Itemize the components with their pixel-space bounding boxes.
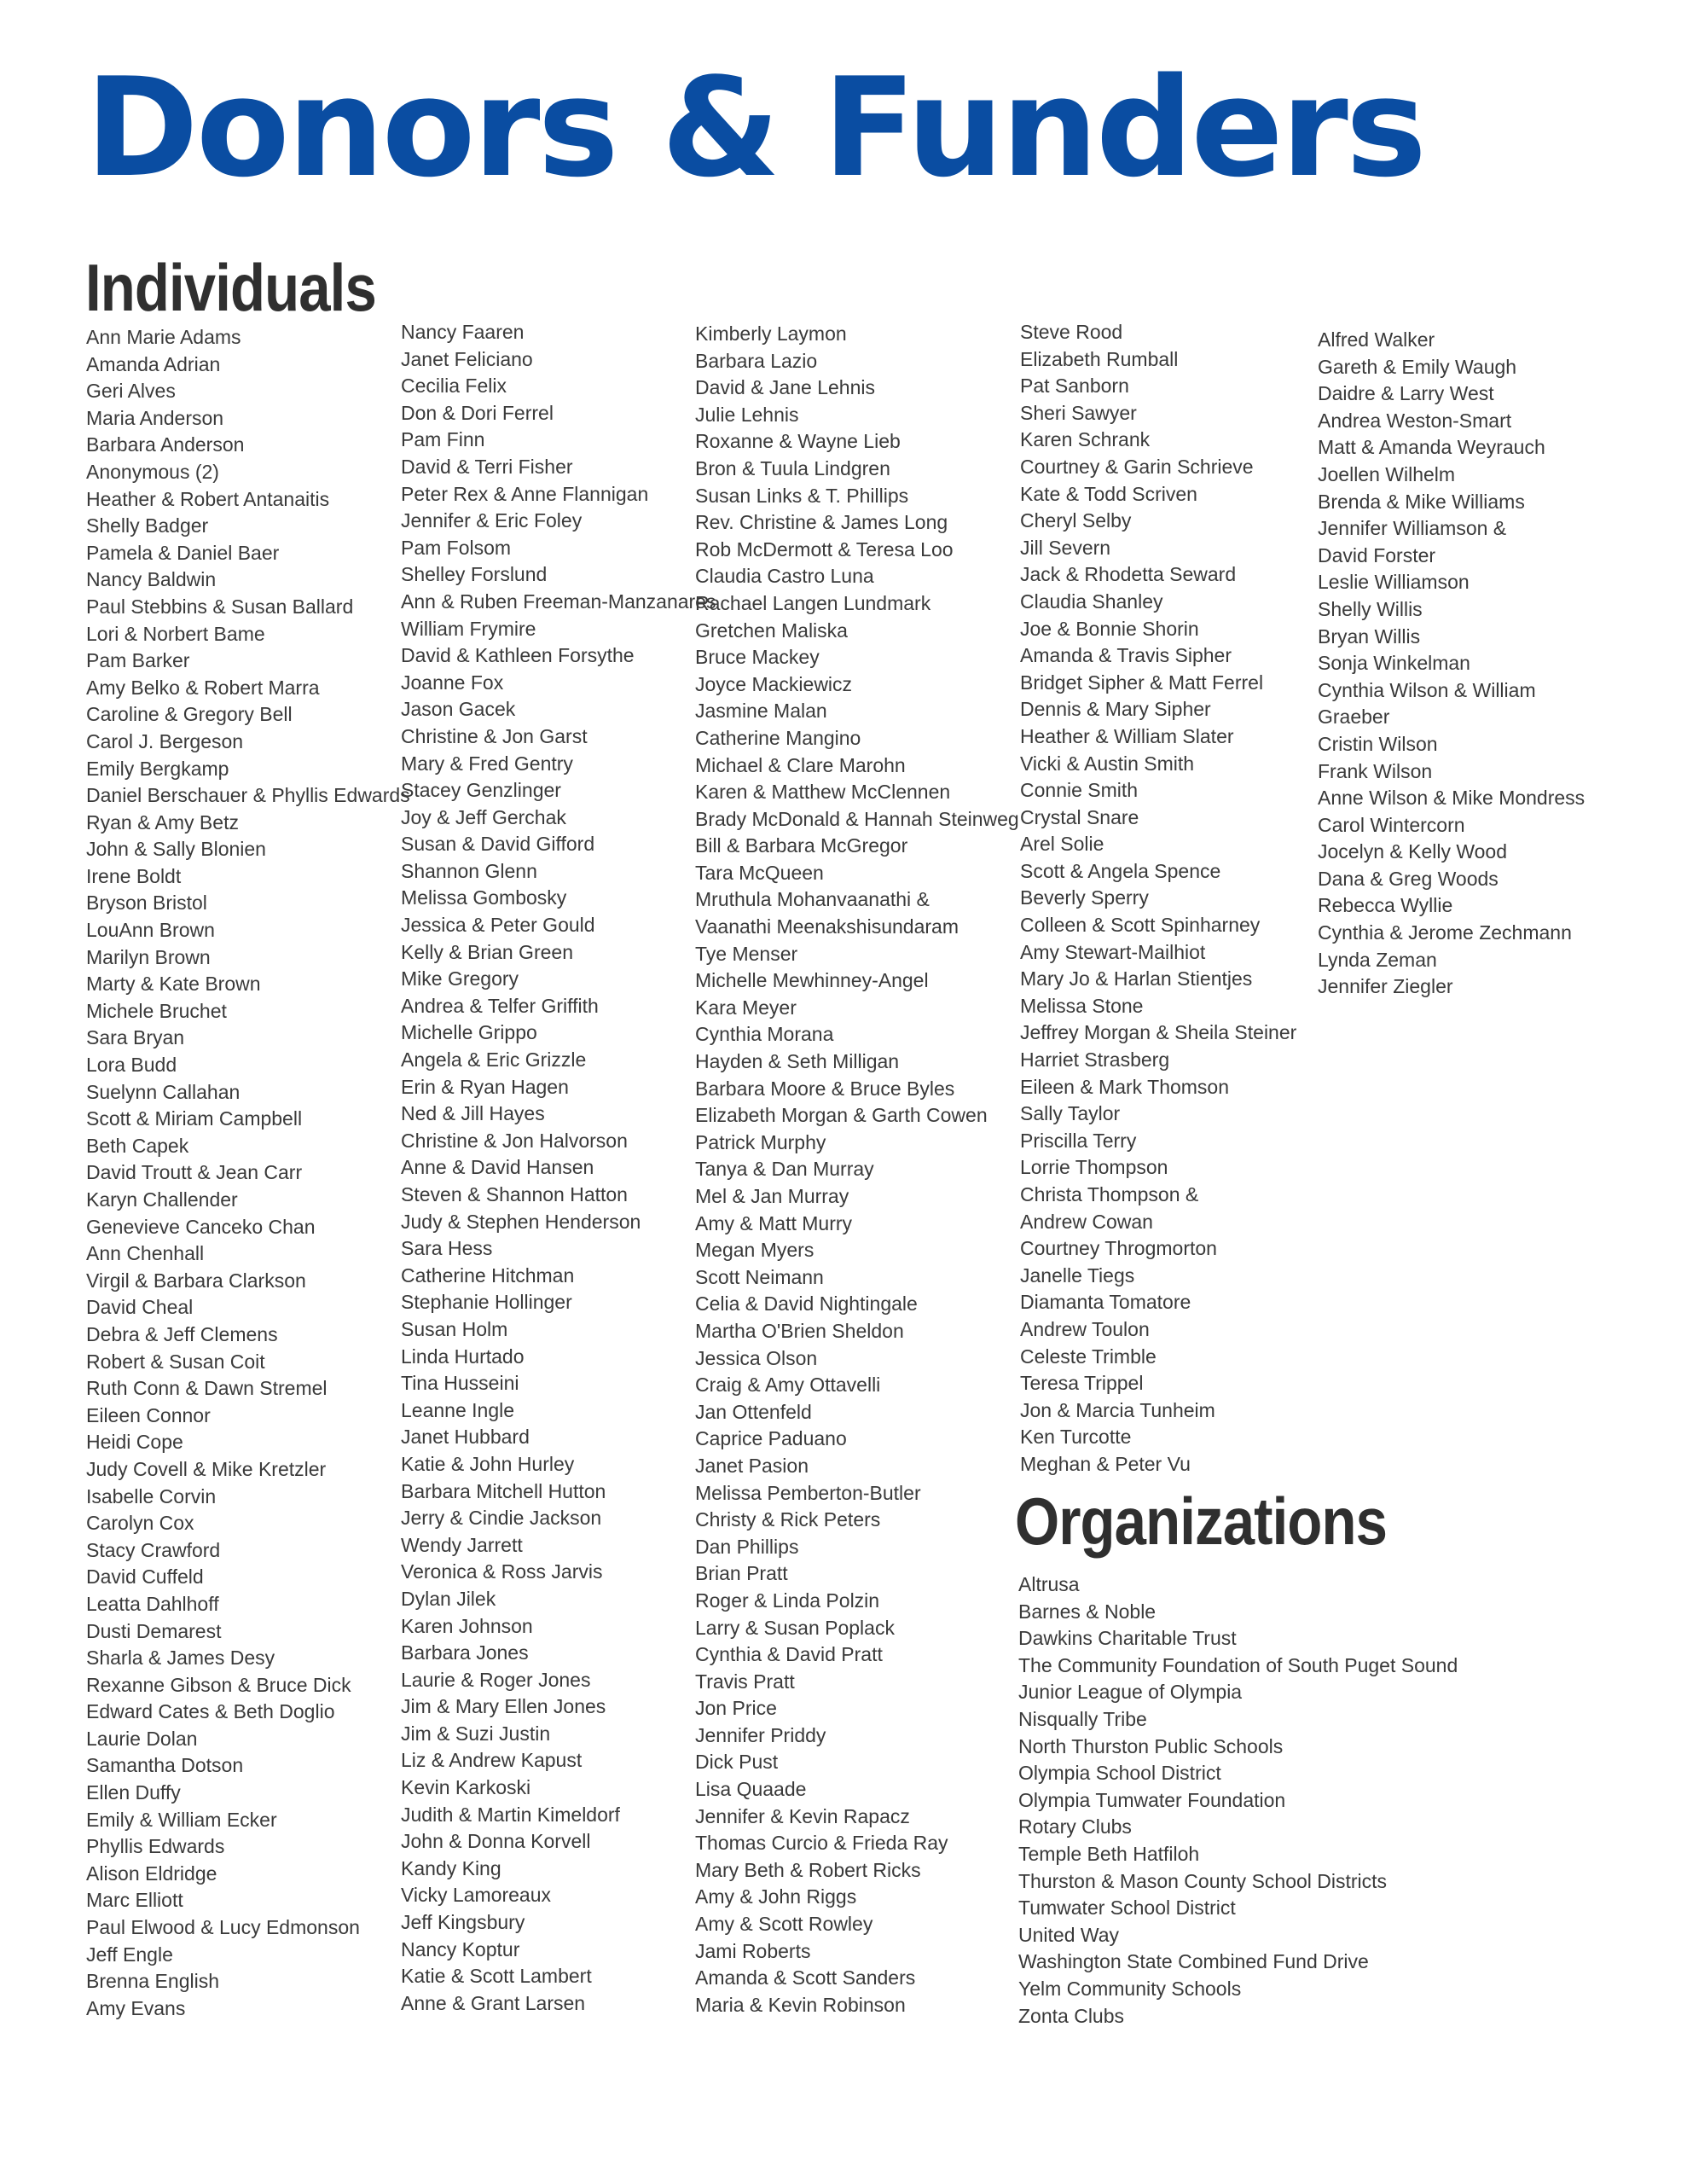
donor-name: Kevin Karkoski <box>401 1776 531 1799</box>
donor-name: Barbara Moore & Bruce Byles <box>695 1077 955 1100</box>
donor-name: Judy Covell & Mike Kretzler <box>86 1457 327 1480</box>
donor-name: Anonymous (2) <box>86 460 219 483</box>
donor-name: Christine & Jon Garst <box>401 724 588 747</box>
donor-name: Amanda & Travis Sipher <box>1020 644 1232 667</box>
donor-name: Nancy Baldwin <box>86 568 217 591</box>
donor-name: Courtney Throgmorton <box>1020 1237 1217 1260</box>
individuals-column-4 <box>1020 319 1296 1478</box>
donor-name: Stephanie Hollinger <box>401 1291 572 1314</box>
donor-name: Karen & Matthew McClennen <box>695 781 951 804</box>
donor-name: Claudia Shanley <box>1020 590 1163 613</box>
donor-name: Kandy King <box>401 1856 501 1879</box>
donor-name: David & Terri Fisher <box>401 455 573 478</box>
donor-name: Colleen & Scott Spinharney <box>1020 914 1261 937</box>
donor-name: Liz & Andrew Kapust <box>401 1749 583 1772</box>
donor-name: Katie & Scott Lambert <box>401 1965 592 1988</box>
donor-name: Jennifer Williamson & <box>1318 517 1507 540</box>
donor-name: Claudia Castro Luna <box>695 565 874 588</box>
donor-name: Heather & William Slater <box>1020 724 1234 747</box>
donor-name: Pat Sanborn <box>1020 375 1129 398</box>
donor-name: Jim & Mary Ellen Jones <box>401 1695 606 1718</box>
donor-name: Celia & David Nightingale <box>695 1292 918 1316</box>
donor-name: Jennifer Priddy <box>695 1723 826 1746</box>
donor-name: David & Jane Lehnis <box>695 376 875 399</box>
donor-name: Daniel Berschauer & Phyllis Edwards <box>86 784 410 807</box>
donor-name: Dana & Greg Woods <box>1318 867 1499 890</box>
donor-name: John & Sally Blonien <box>86 838 266 861</box>
donor-name: Edward Cates & Beth Doglio <box>86 1700 335 1723</box>
donor-name: Cynthia Wilson & William <box>1318 678 1536 701</box>
donor-name: Brian Pratt <box>695 1562 788 1585</box>
donor-name: Stacey Genzlinger <box>401 779 561 802</box>
donor-name: Heidi Cope <box>86 1431 183 1454</box>
donor-name: Wendy Jarrett <box>401 1533 523 1556</box>
donor-name: Lorrie Thompson <box>1020 1156 1168 1179</box>
donor-name: Pam Folsom <box>401 536 512 559</box>
donor-name: Vaanathi Meenakshisundaram <box>695 915 959 938</box>
organization-name: Zonta Clubs <box>1018 2004 1125 2027</box>
donor-name: Leslie Williamson <box>1318 571 1470 594</box>
donor-name: Kelly & Brian Green <box>401 940 573 963</box>
donor-name: Sheri Sawyer <box>1020 401 1137 424</box>
donor-name: Roxanne & Wayne Lieb <box>695 430 901 453</box>
donor-name: Jack & Rhodetta Seward <box>1020 563 1237 586</box>
donor-name: Cristin Wilson <box>1318 732 1438 755</box>
donor-name: Erin & Ryan Hagen <box>401 1075 569 1098</box>
donor-name: Karen Schrank <box>1020 428 1151 451</box>
donor-name: Rexanne Gibson & Bruce Dick <box>86 1673 351 1696</box>
donor-name: Celeste Trimble <box>1020 1345 1157 1368</box>
donor-name: Janet Pasion <box>695 1454 809 1477</box>
donor-name: Matt & Amanda Weyrauch <box>1318 436 1545 459</box>
donor-name: Jan Ottenfeld <box>695 1400 812 1423</box>
donor-name: Laurie & Roger Jones <box>401 1668 591 1691</box>
donor-name: Susan & David Gifford <box>401 833 595 856</box>
donor-name: Jeff Kingsbury <box>401 1911 525 1934</box>
donor-name: William Frymire <box>401 617 536 640</box>
donor-name: Mike Gregory <box>401 967 519 990</box>
donor-name: Paul Stebbins & Susan Ballard <box>86 595 354 618</box>
donor-name: Christine & Jon Halvorson <box>401 1129 628 1152</box>
donor-name: Amy Stewart-Mailhiot <box>1020 940 1206 963</box>
donor-name: Michelle Mewhinney-Angel <box>695 969 929 992</box>
donor-name: Jon & Marcia Tunheim <box>1020 1398 1215 1421</box>
organization-name: Olympia Tumwater Foundation <box>1018 1788 1286 1811</box>
donor-name: Karyn Challender <box>86 1188 238 1211</box>
donor-name: Andrew Cowan <box>1020 1210 1153 1233</box>
donor-name: Steven & Shannon Hatton <box>401 1183 628 1205</box>
donor-name: Jennifer Ziegler <box>1318 975 1453 998</box>
donor-name: Ann & Ruben Freeman-Manzanares <box>401 590 716 613</box>
donor-name: Susan Links & T. Phillips <box>695 484 909 507</box>
donor-name: Bill & Barbara McGregor <box>695 834 908 857</box>
organizations-heading: Organizations <box>1015 1484 1388 1559</box>
donor-name: Debra & Jeff Clemens <box>86 1322 278 1345</box>
donor-name: Amy & John Riggs <box>695 1885 857 1908</box>
donor-name: Amy & Matt Murry <box>695 1211 853 1234</box>
organization-name: Olympia School District <box>1018 1762 1221 1785</box>
donor-name: Kimberly Laymon <box>695 322 847 345</box>
donor-name: Caroline & Gregory Bell <box>86 703 293 726</box>
donor-name: Vicki & Austin Smith <box>1020 752 1195 775</box>
donor-name: Courtney & Garin Schrieve <box>1020 455 1254 478</box>
donor-name: Janet Hubbard <box>401 1426 530 1449</box>
donor-name: Dennis & Mary Sipher <box>1020 698 1211 721</box>
donor-name: Emily Bergkamp <box>86 757 229 780</box>
donor-name: Bruce Mackey <box>695 646 820 669</box>
donor-name: Carol Wintercorn <box>1318 813 1465 836</box>
donor-name: Steve Rood <box>1020 321 1123 343</box>
donor-name: Barbara Jones <box>401 1641 529 1664</box>
donor-name: Carolyn Cox <box>86 1512 194 1535</box>
donor-name: Hayden & Seth Milligan <box>695 1050 900 1073</box>
donor-name: Jocelyn & Kelly Wood <box>1318 840 1508 863</box>
donor-name: Nancy Faaren <box>401 321 525 343</box>
donor-name: Melissa Gombosky <box>401 886 567 909</box>
donor-name: Leatta Dahlhoff <box>86 1592 219 1615</box>
donor-name: Don & Dori Ferrel <box>401 401 554 424</box>
donor-name: Marc Elliott <box>86 1889 183 1912</box>
donor-name: Joellen Wilhelm <box>1318 462 1456 485</box>
donor-name: Jasmine Malan <box>695 700 827 723</box>
donor-name: Martha O'Brien Sheldon <box>695 1319 904 1342</box>
organization-name: Rotary Clubs <box>1018 1815 1132 1838</box>
donor-name: Sara Hess <box>401 1237 493 1260</box>
donor-name: Rob McDermott & Teresa Loo <box>695 537 954 561</box>
donor-name: Bryan Willis <box>1318 624 1421 648</box>
donor-name: Ken Turcotte <box>1020 1426 1132 1449</box>
donor-name: Cynthia Morana <box>695 1023 834 1046</box>
donor-name: Megan Myers <box>695 1239 815 1262</box>
donor-name: Tye Menser <box>695 942 798 965</box>
donor-name: Shelly Badger <box>86 514 209 537</box>
individuals-column-1 <box>86 324 410 2022</box>
organization-name: Thurston & Mason County School Districts <box>1018 1869 1388 1892</box>
donor-name: Barbara Lazio <box>695 349 818 372</box>
donor-name: Graeber <box>1318 706 1390 729</box>
donor-name: Shelley Forslund <box>401 563 548 586</box>
donor-name: Thomas Curcio & Frieda Ray <box>695 1832 948 1855</box>
donor-name: Amy Evans <box>86 1996 186 2019</box>
donor-name: Genevieve Canceko Chan <box>86 1215 316 1238</box>
donor-name: Jon Price <box>695 1697 777 1720</box>
organization-name: Barnes & Noble <box>1018 1600 1157 1623</box>
donor-name: Michele Bruchet <box>86 999 227 1022</box>
donor-name: Christy & Rick Peters <box>695 1508 881 1531</box>
organization-name: Washington State Combined Fund Drive <box>1018 1950 1369 1973</box>
donor-name: Kara Meyer <box>695 996 797 1019</box>
donor-name: Pam Barker <box>86 649 190 672</box>
donor-name: Frank Wilson <box>1318 759 1433 782</box>
donor-name: Janet Feliciano <box>401 347 533 370</box>
donor-name: Vicky Lamoreaux <box>401 1884 551 1907</box>
donor-name: Alison Eldridge <box>86 1862 217 1885</box>
donor-name: Diamanta Tomatore <box>1020 1291 1191 1314</box>
donor-name: David Cheal <box>86 1296 194 1319</box>
donor-name: Harriet Strasberg <box>1020 1048 1170 1072</box>
organization-name: United Way <box>1018 1923 1120 1946</box>
donor-name: Sara Bryan <box>86 1026 185 1049</box>
donor-name: Cynthia & David Pratt <box>695 1643 883 1666</box>
donor-name: Barbara Mitchell Hutton <box>401 1479 606 1502</box>
donor-name: Ryan & Amy Betz <box>86 810 239 834</box>
donor-name: Priscilla Terry <box>1020 1129 1137 1152</box>
donor-name: Mruthula Mohanvaanathi & <box>695 888 930 911</box>
donor-name: Julie Lehnis <box>695 403 799 426</box>
donor-name: John & Donna Korvell <box>401 1830 591 1853</box>
donor-name: Lynda Zeman <box>1318 948 1437 971</box>
donor-name: Andrea & Telfer Griffith <box>401 994 599 1017</box>
organization-name: Junior League of Olympia <box>1018 1681 1243 1704</box>
donor-name: Shelly Willis <box>1318 597 1423 620</box>
donor-name: Scott Neimann <box>695 1265 824 1288</box>
donor-name: Gretchen Maliska <box>695 619 848 642</box>
donor-name: Arel Solie <box>1020 833 1104 856</box>
donor-name: Lora Budd <box>86 1054 177 1077</box>
donor-name: Paul Elwood & Lucy Edmonson <box>86 1916 360 1939</box>
donor-name: Anne Wilson & Mike Mondress <box>1318 787 1586 810</box>
donor-name: Connie Smith <box>1020 779 1139 802</box>
donor-name: Amy Belko & Robert Marra <box>86 676 320 699</box>
donor-name: Daidre & Larry West <box>1318 382 1494 405</box>
donor-name: Dusti Demarest <box>86 1619 222 1642</box>
donor-name: Kate & Todd Scriven <box>1020 482 1197 505</box>
donor-name: Cheryl Selby <box>1020 509 1132 532</box>
donor-name: Robert & Susan Coit <box>86 1350 265 1373</box>
donor-name: Jami Roberts <box>695 1939 811 1962</box>
donor-name: Virgil & Barbara Clarkson <box>86 1269 306 1292</box>
donor-name: Elizabeth Rumball <box>1020 347 1179 370</box>
donor-name: Veronica & Ross Jarvis <box>401 1560 603 1583</box>
donor-name: Dick Pust <box>695 1751 779 1774</box>
donor-name: Geri Alves <box>86 380 176 403</box>
donor-name: Amanda & Scott Sanders <box>695 1966 916 1989</box>
donor-name: Michael & Clare Marohn <box>695 753 906 776</box>
donor-name: Meghan & Peter Vu <box>1020 1452 1191 1475</box>
donor-name: Sharla & James Desy <box>86 1647 275 1670</box>
donor-name: Caprice Paduano <box>695 1427 847 1450</box>
individuals-column-3 <box>695 321 1019 2018</box>
donor-name: Marilyn Brown <box>86 945 211 968</box>
donor-name: LouAnn Brown <box>86 919 215 942</box>
donor-name: Rev. Christine & James Long <box>695 511 948 534</box>
donor-name: Katie & John Hurley <box>401 1452 575 1475</box>
donor-name: Ann Chenhall <box>86 1242 205 1265</box>
donor-name: Jennifer & Kevin Rapacz <box>695 1804 910 1827</box>
donor-name: Andrea Weston-Smart <box>1318 409 1512 432</box>
organization-name: Yelm Community Schools <box>1018 1977 1242 2000</box>
donor-name: Linda Hurtado <box>401 1345 525 1368</box>
organizations-list <box>1018 1571 1458 2030</box>
donor-name: Beth Capek <box>86 1134 189 1157</box>
donor-name: Mary & Fred Gentry <box>401 752 573 775</box>
donor-name: Brenna English <box>86 1970 219 1993</box>
organization-name: The Community Foundation of South Puget Sound <box>1018 1653 1458 1676</box>
donor-name: Janelle Tiegs <box>1020 1263 1135 1287</box>
donor-name: Dylan Jilek <box>401 1587 496 1610</box>
donor-name: Peter Rex & Anne Flannigan <box>401 482 649 505</box>
donor-name: Rebecca Wyllie <box>1318 894 1453 917</box>
donor-name: Stacy Crawford <box>86 1538 221 1561</box>
donor-name: Phyllis Edwards <box>86 1835 225 1858</box>
donor-name: Gareth & Emily Waugh <box>1318 355 1517 378</box>
donor-name: Nancy Koptur <box>401 1937 520 1960</box>
donor-name: Roger & Linda Polzin <box>695 1589 880 1612</box>
donor-name: Angela & Eric Grizzle <box>401 1048 587 1072</box>
organization-name: Temple Beth Hatfiloh <box>1018 1842 1200 1865</box>
donor-name: Lisa Quaade <box>695 1778 807 1801</box>
donor-name: Joyce Mackiewicz <box>695 672 853 695</box>
donor-name: Michelle Grippo <box>401 1021 537 1044</box>
donor-name: Joe & Bonnie Shorin <box>1020 617 1199 640</box>
donor-name: Susan Holm <box>401 1317 508 1340</box>
donor-name: Sonja Winkelman <box>1318 652 1470 675</box>
donor-name: Karen Johnson <box>401 1614 533 1637</box>
donor-name: Dan Phillips <box>695 1535 799 1558</box>
donor-name: Mel & Jan Murray <box>695 1185 849 1207</box>
donor-name: Crystal Snare <box>1020 805 1139 828</box>
donor-name: Jim & Suzi Justin <box>401 1722 551 1745</box>
donor-name: Maria & Kevin Robinson <box>695 1993 906 2016</box>
donor-name: Eileen & Mark Thomson <box>1020 1075 1230 1098</box>
donor-name: David & Kathleen Forsythe <box>401 644 635 667</box>
donor-name: Amy & Scott Rowley <box>695 1913 873 1936</box>
donor-name: Maria Anderson <box>86 406 224 429</box>
donor-name: Ruth Conn & Dawn Stremel <box>86 1377 328 1400</box>
donor-name: Shannon Glenn <box>401 859 537 882</box>
donor-name: Catherine Hitchman <box>401 1263 575 1287</box>
donor-name: Mary Beth & Robert Ricks <box>695 1858 921 1881</box>
donor-name: Isabelle Corvin <box>86 1484 217 1507</box>
donor-name: Travis Pratt <box>695 1670 795 1693</box>
donor-name: Scott & Angela Spence <box>1020 859 1221 882</box>
donor-name: Joy & Jeff Gerchak <box>401 805 566 828</box>
organization-name: North Thurston Public Schools <box>1018 1734 1284 1757</box>
donor-name: Eileen Connor <box>86 1403 211 1426</box>
donor-name: Irene Boldt <box>86 864 182 887</box>
donor-name: Joanne Fox <box>401 671 504 694</box>
donor-name: Lori & Norbert Bame <box>86 622 265 645</box>
organization-name: Tumwater School District <box>1018 1896 1236 1920</box>
donor-name: Emily & William Ecker <box>86 1808 277 1831</box>
donor-name: David Cuffeld <box>86 1565 204 1589</box>
individuals-column-2 <box>401 319 716 2017</box>
donor-name: Jerry & Cindie Jackson <box>401 1507 602 1530</box>
donor-name: Leanne Ingle <box>401 1398 515 1421</box>
donor-name: Samantha Dotson <box>86 1754 244 1777</box>
donor-name: Amanda Adrian <box>86 352 221 375</box>
donor-name: Elizabeth Morgan & Garth Cowen <box>695 1104 988 1127</box>
donor-name: Cynthia & Jerome Zechmann <box>1318 921 1572 944</box>
organization-name: Altrusa <box>1018 1573 1080 1595</box>
donor-name: Ned & Jill Hayes <box>401 1102 545 1125</box>
donor-name: Jeffrey Morgan & Sheila Steiner <box>1020 1021 1297 1044</box>
donor-name: Cecilia Felix <box>401 375 507 398</box>
donor-name: Bridget Sipher & Matt Ferrel <box>1020 671 1264 694</box>
donor-name: David Troutt & Jean Carr <box>86 1161 303 1184</box>
donor-name: Barbara Anderson <box>86 433 245 456</box>
donor-name: Jennifer & Eric Foley <box>401 509 583 532</box>
donor-name: Jeff Engle <box>86 1943 173 1966</box>
donor-name: Alfred Walker <box>1318 328 1435 351</box>
donor-name: Bron & Tuula Lindgren <box>695 456 890 479</box>
donor-name: Scott & Miriam Campbell <box>86 1107 303 1130</box>
donor-name: Melissa Pemberton-Butler <box>695 1481 921 1504</box>
donor-name: Pam Finn <box>401 428 485 451</box>
donor-name: Catherine Mangino <box>695 726 861 749</box>
donor-name: Brenda & Mike Williams <box>1318 490 1525 513</box>
donor-name: Judy & Stephen Henderson <box>401 1210 641 1233</box>
donor-name: Pamela & Daniel Baer <box>86 541 280 564</box>
donor-name: Jessica Olson <box>695 1346 818 1369</box>
donor-name: Jill Severn <box>1020 536 1111 559</box>
donor-name: Christa Thompson & <box>1020 1183 1199 1205</box>
donor-name: Marty & Kate Brown <box>86 973 261 996</box>
donor-name: Laurie Dolan <box>86 1727 198 1750</box>
donor-name: Jason Gacek <box>401 698 516 721</box>
donor-name: Judith & Martin Kimeldorf <box>401 1803 620 1826</box>
donor-name: Tanya & Dan Murray <box>695 1158 874 1181</box>
donor-name: Ann Marie Adams <box>86 326 241 348</box>
donor-name: Carol J. Bergeson <box>86 729 244 752</box>
donor-name: Tara McQueen <box>695 861 824 884</box>
donor-name: Ellen Duffy <box>86 1781 181 1804</box>
donor-name: Anne & Grant Larsen <box>401 1991 586 2014</box>
donor-name: Melissa Stone <box>1020 994 1144 1017</box>
individuals-column-5 <box>1318 327 1585 1001</box>
donor-name: Mary Jo & Harlan Stientjes <box>1020 967 1253 990</box>
donor-name: David Forster <box>1318 543 1436 566</box>
donor-name: Patrick Murphy <box>695 1130 826 1153</box>
donor-name: Jessica & Peter Gould <box>401 914 595 937</box>
page-title: Donors & Funders <box>85 48 1424 207</box>
donor-name: Larry & Susan Poplack <box>695 1616 895 1639</box>
donor-name: Andrew Toulon <box>1020 1317 1150 1340</box>
donor-name: Tina Husseini <box>401 1372 519 1395</box>
donor-name: Bryson Bristol <box>86 892 207 915</box>
individuals-heading: Individuals <box>85 250 376 325</box>
donor-name: Anne & David Hansen <box>401 1156 594 1179</box>
donor-name: Teresa Trippel <box>1020 1372 1144 1395</box>
donor-name: Craig & Amy Ottavelli <box>695 1374 881 1397</box>
organization-name: Dawkins Charitable Trust <box>1018 1627 1237 1650</box>
donor-name: Suelynn Callahan <box>86 1080 241 1103</box>
donor-name: Heather & Robert Antanaitis <box>86 487 330 510</box>
donor-name: Brady McDonald & Hannah Steinweg <box>695 807 1019 830</box>
donor-name: Rachael Langen Lundmark <box>695 591 931 614</box>
organization-name: Nisqually Tribe <box>1018 1707 1147 1730</box>
donor-name: Sally Taylor <box>1020 1102 1121 1125</box>
donor-name: Beverly Sperry <box>1020 886 1149 909</box>
